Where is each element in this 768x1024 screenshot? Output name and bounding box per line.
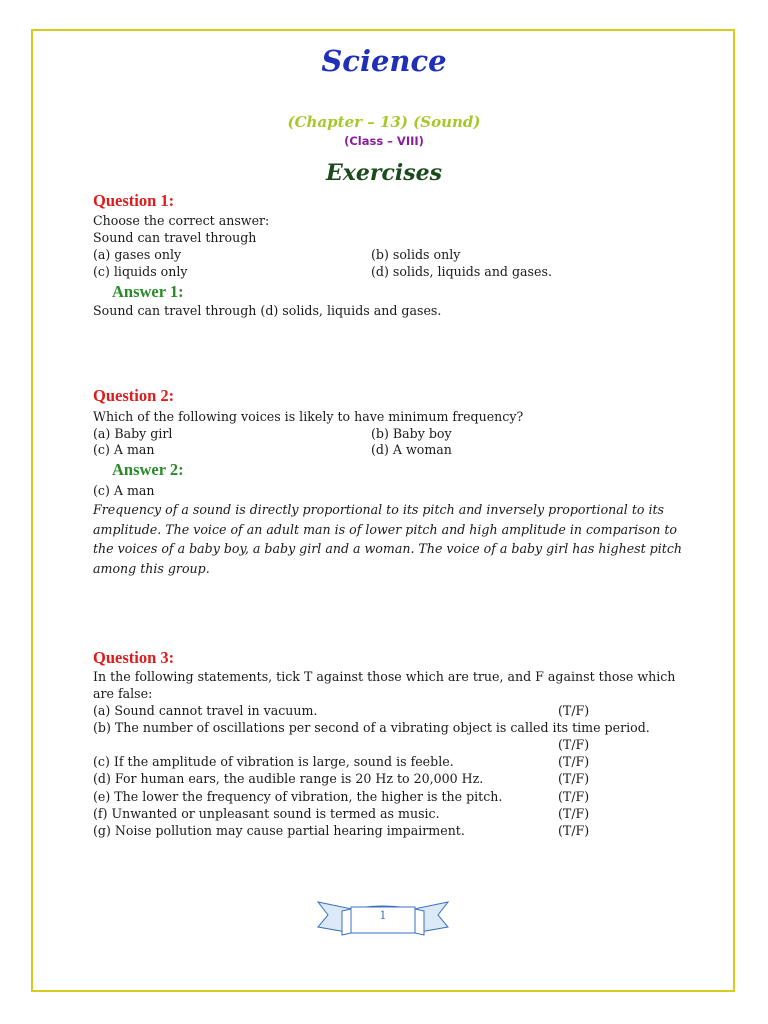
tf-marker: (T/F) [558,754,590,769]
page-number: 1 [379,909,387,922]
answer-1-heading: Answer 1: [112,282,184,301]
tf-marker: (T/F) [558,771,590,786]
question-3-intro: are false: [93,686,153,701]
question-1-option-d: (d) solids, liquids and gases. [371,264,552,279]
question-3-heading: Question 3: [93,648,175,667]
answer-2-explanation-line: amplitude. The voice of an adult man is of lower pitch and high amplitude in comparison to [93,522,677,537]
question-2-heading: Question 2: [93,386,175,405]
tf-marker: (T/F) [558,806,590,821]
answer-2-text: (c) A man [93,483,155,498]
question-2-option-d: (d) A woman [371,442,452,457]
tf-marker: (T/F) [558,737,590,752]
answer-2-explanation-line: among this group. [93,561,210,576]
statement-d: (d) For human ears, the audible range is 20 Hz to 20,000 Hz. [93,771,484,786]
answer-2-explanation-line: the voices of a baby boy, a baby girl and a woman. The voice of a baby girl has highest pitch [93,541,682,556]
page-title: Science [321,44,447,78]
question-2-option-a: (a) Baby girl [93,426,173,441]
question-1-option-c: (c) liquids only [93,264,188,279]
statement-f: (f) Unwanted or unpleasant sound is termed as music. [93,806,440,821]
statement-c: (c) If the amplitude of vibration is large, sound is feeble. [93,754,454,769]
question-2-option-b: (b) Baby boy [371,426,452,441]
question-1-line: Sound can travel through [93,230,257,245]
question-3-intro: In the following statements, tick T against those which are true, and F against those which [93,669,676,684]
tf-marker: (T/F) [558,789,590,804]
class-subtitle: (Class – VIII) [344,134,424,148]
answer-2-heading: Answer 2: [112,460,184,479]
tf-marker: (T/F) [558,703,590,718]
statement-e: (e) The lower the frequency of vibration, the higher is the pitch. [93,789,503,804]
question-1-option-a: (a) gases only [93,247,182,262]
question-1-option-b: (b) solids only [371,247,461,262]
statement-a: (a) Sound cannot travel in vacuum. [93,703,318,718]
chapter-subtitle: (Chapter – 13) (Sound) [287,113,481,131]
question-1-heading: Question 1: [93,191,175,210]
tf-marker: (T/F) [558,823,590,838]
section-heading: Exercises [326,160,442,186]
question-2-option-c: (c) A man [93,442,155,457]
question-2-line: Which of the following voices is likely to have minimum frequency? [93,409,524,424]
answer-2-explanation-line: Frequency of a sound is directly proportional to its pitch and inversely proportional to its [93,502,665,517]
answer-1-text: Sound can travel through (d) solids, liquids and gases. [93,303,442,318]
statement-g: (g) Noise pollution may cause partial hearing impairment. [93,823,465,838]
question-1-line: Choose the correct answer: [93,213,270,228]
statement-b: (b) The number of oscillations per second of a vibrating object is called its time period. [93,720,650,735]
